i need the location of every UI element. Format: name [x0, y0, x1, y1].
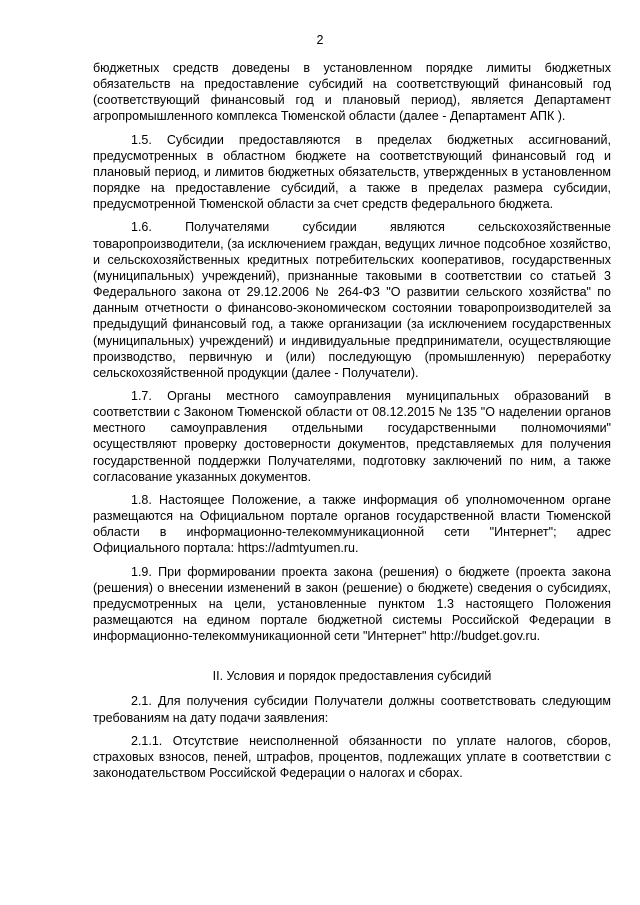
document-body [93, 60, 611, 788]
paragraph-1-9: 1.9. При формировании проекта закона (решения) о бюджете (проекта закона (решения) о внесении изменений в закон (решение) о бюджете) сведения о субсидиях, предусмотренных на цели, установленные пунктом 1.3 настоящего Положения размещаются на едином портале бюджетной системы Российской Федерации в информационно-телекоммуникационной сети "Интернет" http://budget.gov.ru. [93, 564, 611, 644]
paragraph-1-8: 1.8. Настоящее Положение, а также информация об уполномоченном органе размещаются на Официальном портале органов государственной власти Тюменской области в информационно-телекоммуникационной сети "Интернет"; адрес Официального портала: https://admtyumen.ru. [93, 492, 611, 556]
paragraph-continuation: бюджетных средств доведены в установленном порядке лимиты бюджетных обязательств на предоставление субсидий на соответствующий финансовый год (соответствующий финансовый год и плановый период), является Департамент агропромышленного комплекса Тюменской области (далее - Департамент АПК ). [93, 61, 611, 124]
page-number: 2 [316, 33, 324, 47]
paragraph-2-1: 2.1. Для получения субсидии Получатели должны соответствовать следующим требованиям на дату подачи заявления: [93, 694, 611, 725]
paragraph-1-6: 1.6. Получателями субсидии являются сельскохозяйственные товаропроизводители, (за исключением граждан, ведущих личное подсобное хозяйство, и сельскохозяйственных кредитных потребительских кооперативов, государственных (муниципальных) учреждений), признанные таковыми в соответствии со статьей 3 Федерального закона от 29.12.2006 № 264-ФЗ "О развитии сельского хозяйства" по данным отчетности о финансово-экономическом состоянии товаропроизводителей за предыдущий финансовый год, а также организации (за исключением государственных (муниципальных) учреждений) и индивидуальные предприниматели, осуществляющие производство, первичную и (или) последующую (промышленную) переработку сельскохозяйственной продукции (далее - Получатели). [93, 220, 611, 380]
paragraph-2-1-1: 2.1.1. Отсутствие неисполненной обязанности по уплате налогов, сборов, страховых взносов, пеней, штрафов, процентов, подлежащих уплате в соответствии с законодательством Российской Федерации о налогах и сборах. [93, 733, 611, 781]
paragraph-1-7: 1.7. Органы местного самоуправления муниципальных образований в соответствии с Законом Тюменской области от 08.12.2015 № 135 "О наделении органов местного самоуправления отдельными государственными полномочиями" осуществляют проверку достоверности документов, представляемых для получения государственной поддержки Получателями, подготовку заключений по ним, а также согласование указанных документов. [93, 388, 611, 484]
section-title: II. Условия и порядок предоставления субсидий [212, 669, 492, 684]
paragraph-1-5: 1.5. Субсидии предоставляются в пределах бюджетных ассигнований, предусмотренных в областном бюджете на соответствующий финансовый год и плановый период, и лимитов бюджетных обязательств, утвержденных в установленном порядке на предоставление субсидий, а также в пределах размера субсидии, предусмотренной Тюменской области за счет средств федерального бюджета. [93, 132, 611, 212]
